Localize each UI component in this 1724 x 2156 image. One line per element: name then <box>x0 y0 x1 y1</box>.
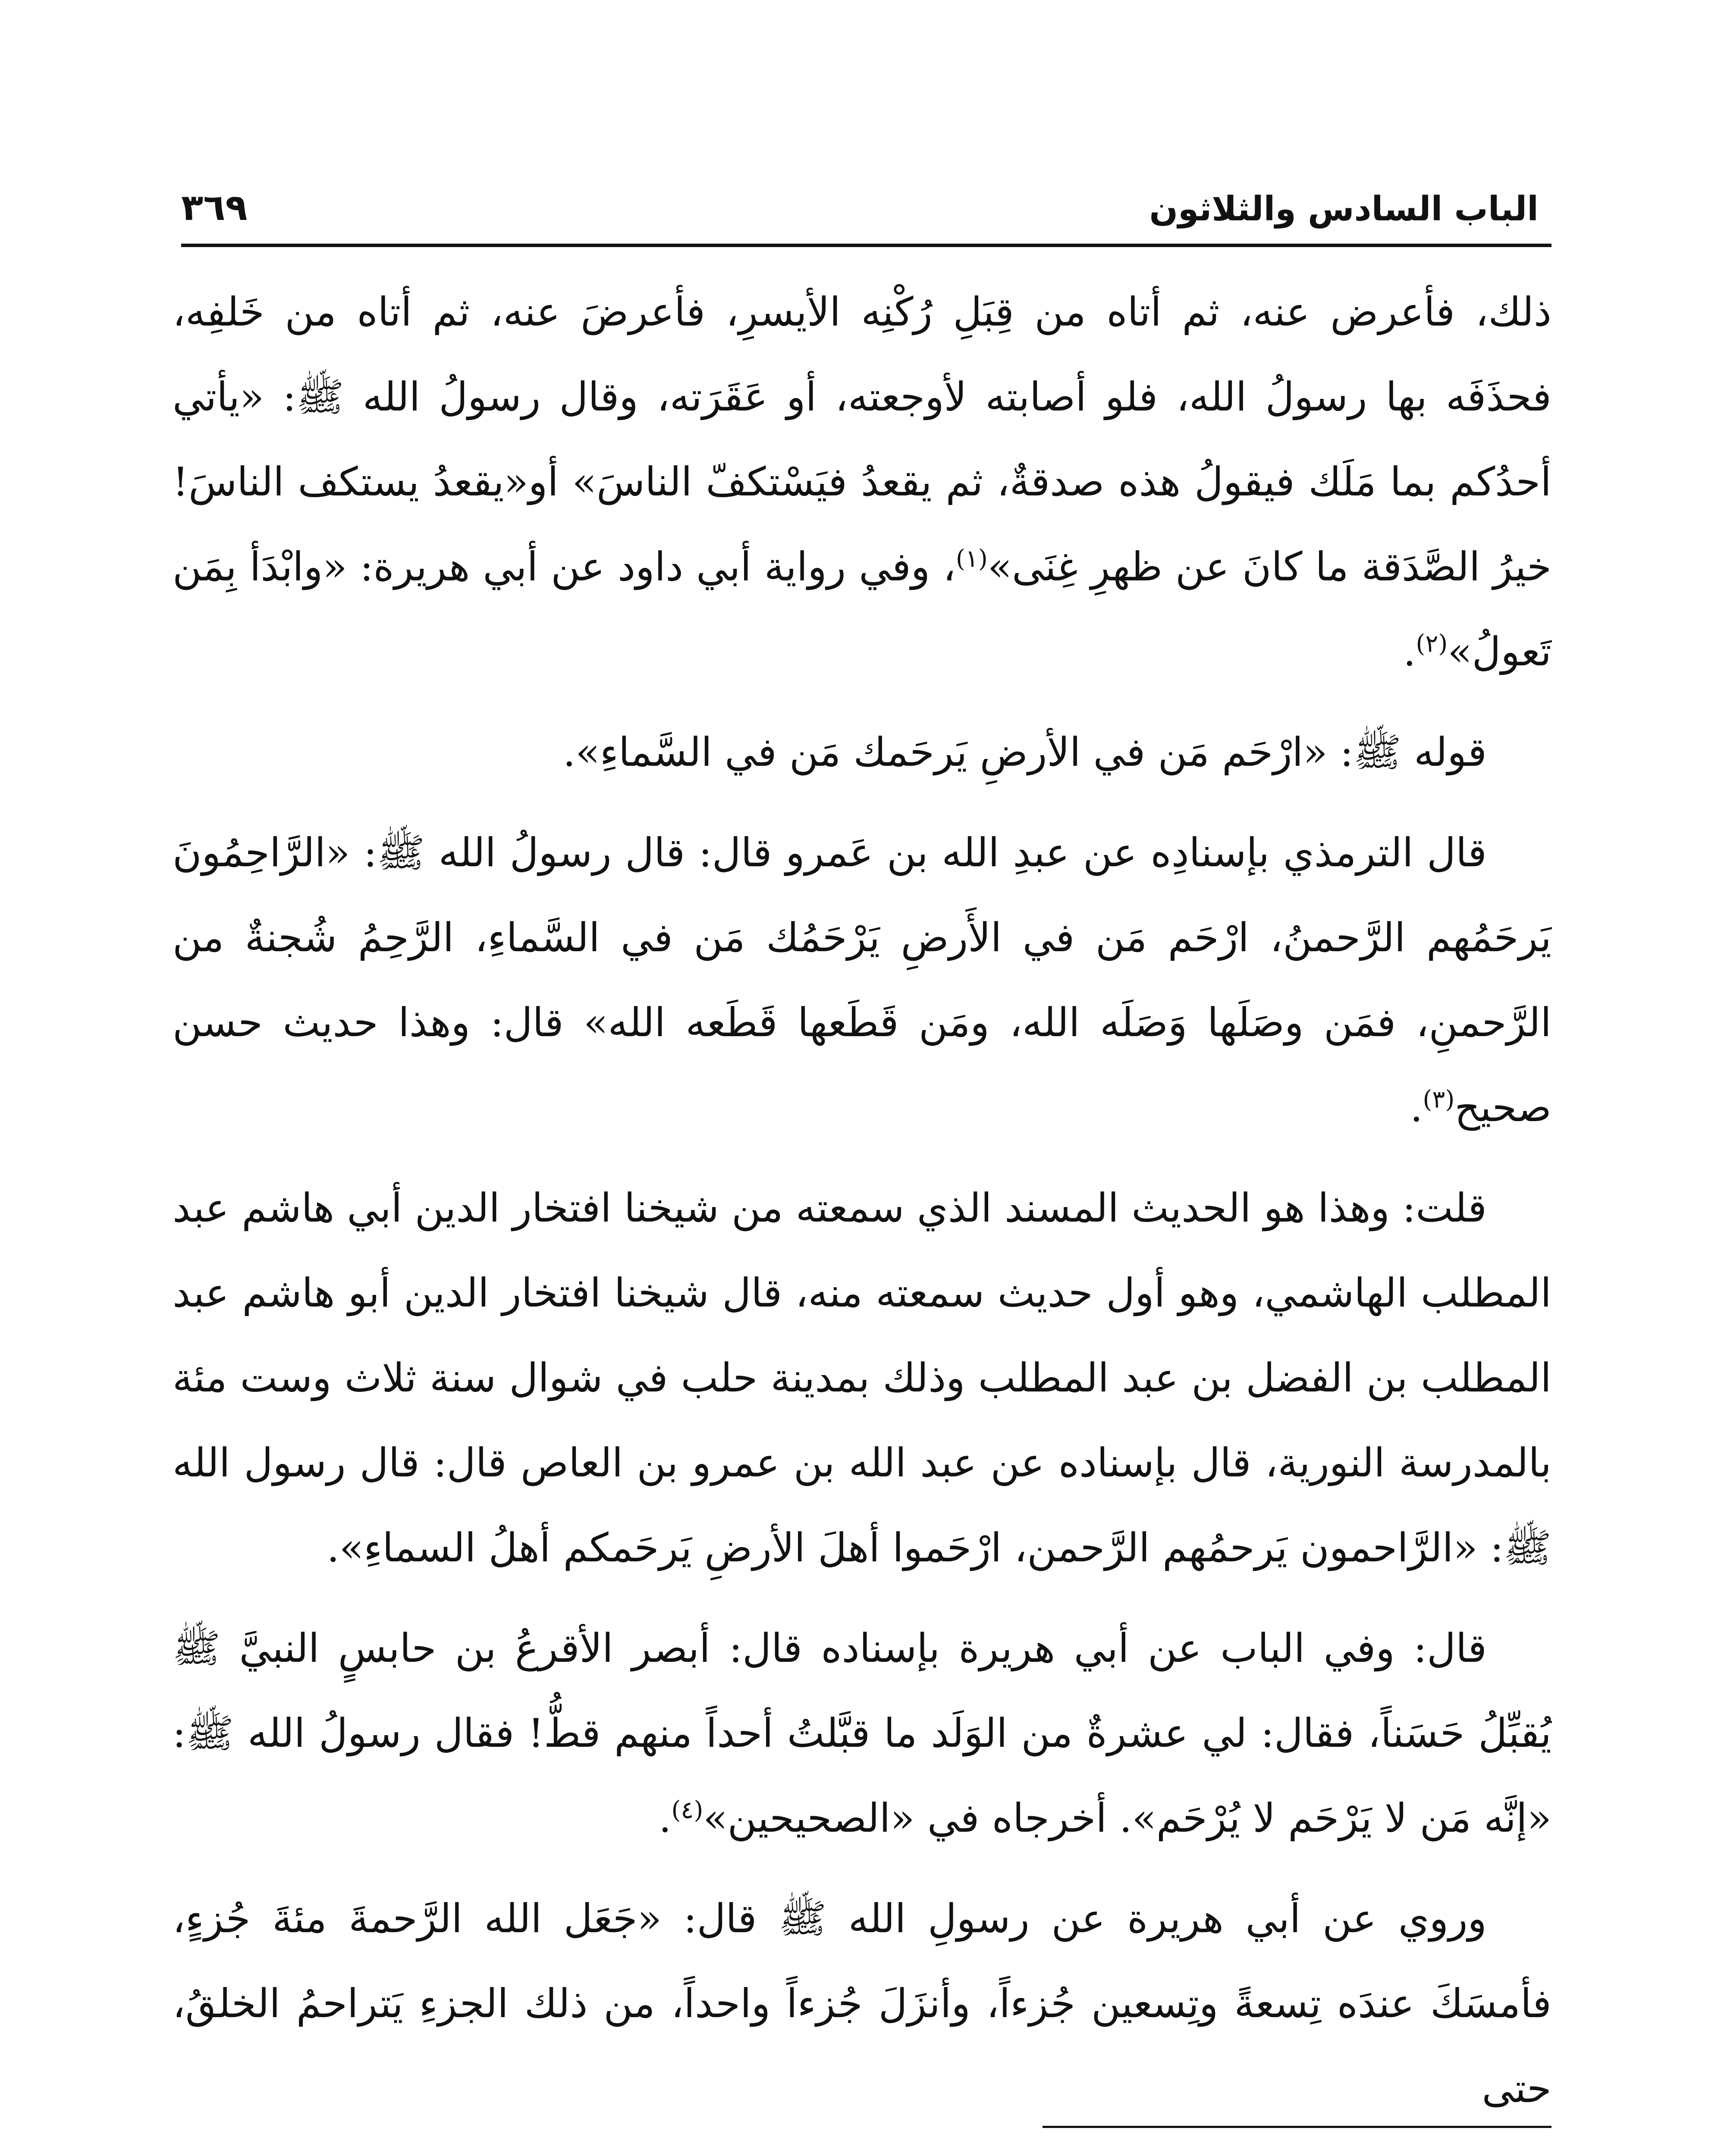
main-text <box>173 270 1551 2147</box>
page-header <box>181 142 1539 229</box>
paragraph-4: قلت: وهذا هو الحديث المسند الذي سمعته من شيخنا افتخار الدين أبي هاشم عبد المطلب الهاشمي، وهو أول حديث سمعته منه، قال شيخنا افتخار الدين أبو هاشم عبد المطلب بن الفضل بن عبد المطلب وذلك بمدينة حلب في شوال سنة ثلاث وست مئة بالمدرسة النورية، قال بإسناده عن عبد الله بن عمرو بن العاص قال: قال رسول الله ﷺ: «الرَّاحمون يَرحمُهم الرَّحمن، ارْحَموا أهلَ الأرضِ يَرحَمكم أهلُ السماءِ». <box>173 1185 1551 1571</box>
paragraph-5: قال: وفي الباب عن أبي هريرة بإسناده قال: أبصر الأقرعُ بن حابسٍ النبيَّ ﷺ يُقبِّلُ حَسَناً، فقال: لي عشرةٌ من الوَلَد ما قبَّلتُ أحداً منهم قطُّ! فقال رسولُ الله ﷺ: «إنَّه مَن لا يَرْحَم لا يُرْحَم». أخرجاه في «الصحيحين»$^{(٤)}$. <box>173 1625 1551 1841</box>
chapter-title: الباب السادس والثلاثون <box>1149 190 1539 229</box>
paragraph-1: ذلك، فأعرض عنه، ثم أتاه من قِبَلِ رُكْنِه الأيسرِ، فأعرضَ عنه، ثم أتاه من خَلفِه، فحذَفَه بها رسولُ الله، فلو أصابته لأوجعته، أو عَقَرَته، وقال رسولُ الله ﷺ: «يأتي أحدُكم بما مَلَك فيقولُ هذه صدقةٌ، ثم يقعدُ فيَسْتكفّ الناسَ» أو«يقعدُ يستكف الناسَ! خيرُ الصَّدَقة ما كانَ عن ظهرِ غِنَى»$^{(١)}$، وفي رواية أبي داود عن أبي هريرة: «وابْدَأ بِمَن تَعولُ»$^{(٢)}$. <box>173 289 1551 675</box>
footnote-ref-1: (١) <box>956 545 988 573</box>
footnote-separator <box>1043 2126 1551 2128</box>
paragraph-3: قال الترمذي بإسنادِه عن عبدِ الله بن عَمرو قال: قال رسولُ الله ﷺ: «الرَّاحِمُونَ يَرحَمُهم الرَّحمنُ، ارْحَم مَن في الأَرضِ يَرْحَمُك مَن في السَّماءِ، الرَّحِمُ شُجنةٌ من الرَّحمنِ، فمَن وصَلَها وَصَلَه الله، ومَن قَطَعها قَطَعه الله» قال: وهذا حديث حسن صحيح$^{(٣)}$. <box>173 830 1551 1131</box>
page-number: ٣٦٩ <box>181 186 248 229</box>
paragraph-6: وروي عن أبي هريرة عن رسولِ الله ﷺ قال: «جَعَل الله الرَّحمةَ مئةَ جُزءٍ، فأمسَكَ عندَه تِسعةً وتِسعين جُزءاً، وأنزَلَ جُزءاً واحداً، من ذلك الجزءِ يَتراحمُ الخلقُ، حتى <box>173 1896 1551 2112</box>
footnote-ref-4: (٤) <box>671 1796 703 1824</box>
paragraph-2: قوله ﷺ: «ارْحَم مَن في الأرضِ يَرحَمك مَن في السَّماءِ». <box>563 729 1487 775</box>
footnote-ref-3: (٣) <box>1423 1085 1455 1114</box>
footnotes <box>173 2152 1551 2156</box>
footnote-1 <box>173 2152 1551 2156</box>
header-rule <box>181 244 1551 247</box>
footnote-ref-2: (٢) <box>1416 630 1448 658</box>
